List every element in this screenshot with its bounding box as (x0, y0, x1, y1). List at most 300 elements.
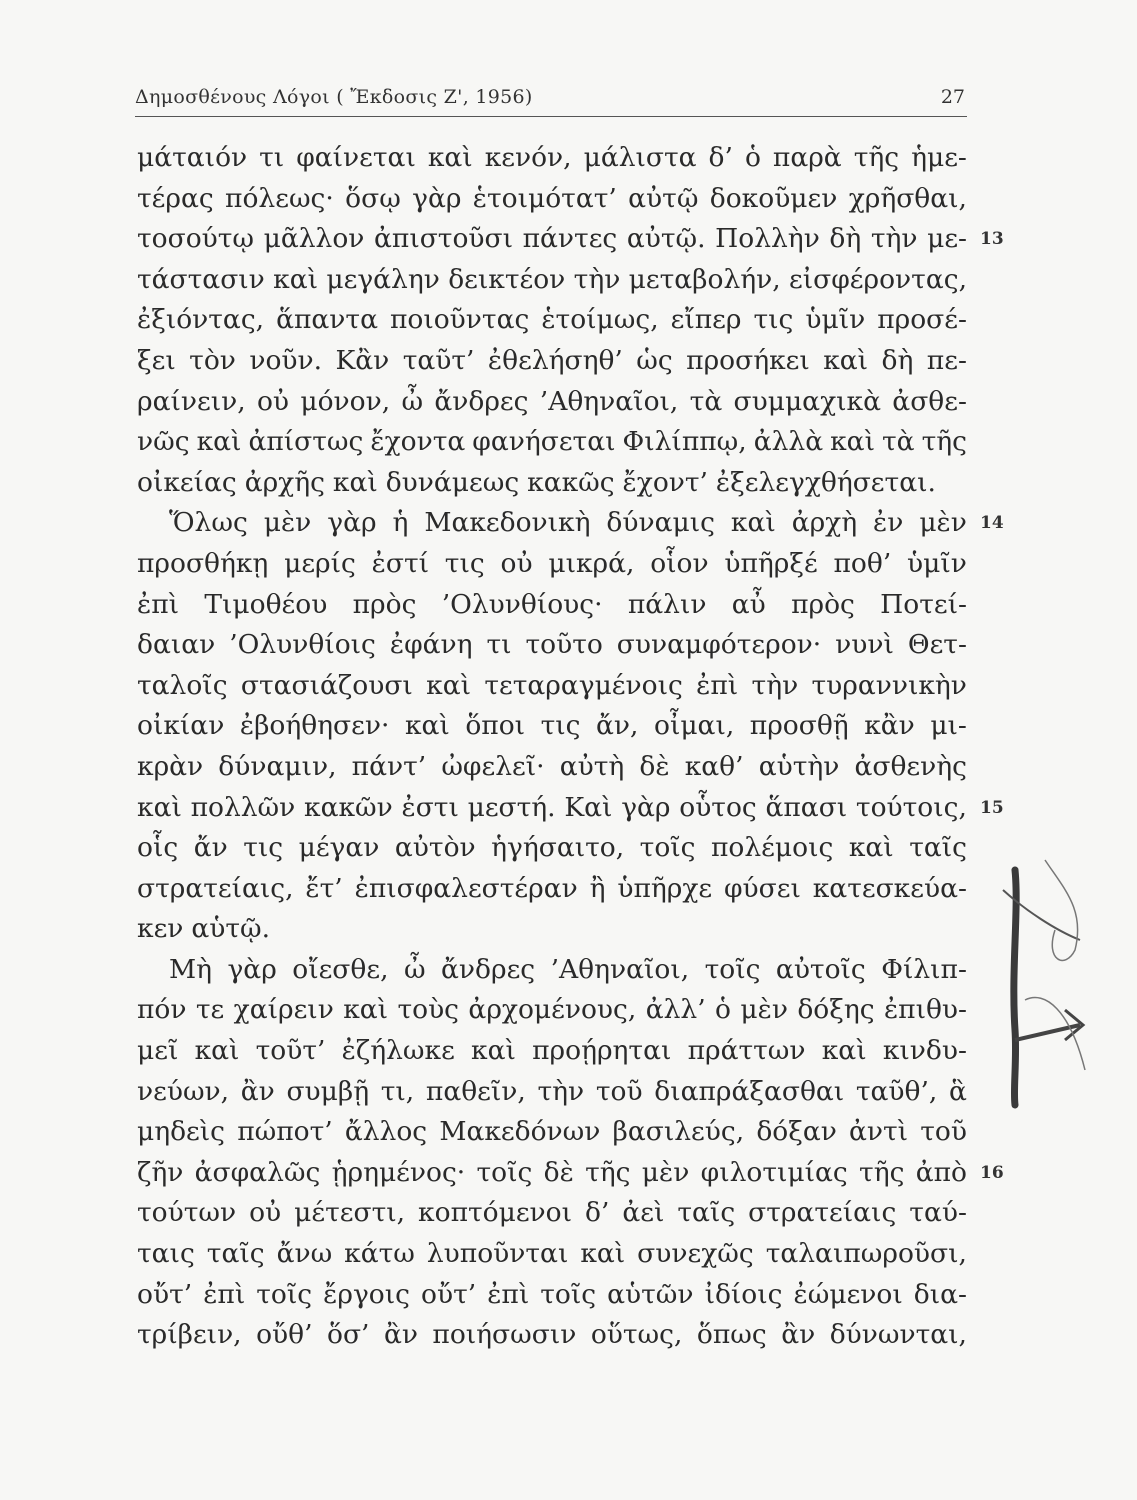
word: τις (444, 547, 485, 579)
text-line (137, 666, 967, 707)
word: μάλιστα (583, 142, 697, 173)
word: ἑτοίμως, (541, 304, 659, 336)
word: ἄν (193, 832, 228, 864)
word: ποιήσωσιν (432, 1319, 577, 1351)
word: ταῖς (909, 832, 967, 864)
word: Ποτεί- (880, 588, 967, 620)
word: ἐξελεγχθήσεται. (715, 466, 936, 498)
text-line (137, 788, 967, 829)
word: στρατείαις (748, 1197, 897, 1229)
word: μικρά, (548, 547, 635, 579)
word: ὑμῖν (907, 547, 967, 579)
text-line (137, 625, 967, 666)
word: τούτων (137, 1197, 237, 1229)
word: καὶ (343, 994, 389, 1026)
word: ὑμῖν (805, 304, 866, 336)
word: ἐφάνη (389, 629, 473, 661)
text-line (137, 747, 967, 788)
word: στασιάζουσι (240, 669, 413, 701)
text-line (137, 706, 967, 747)
word: κοπτόμενοι (418, 1197, 573, 1229)
word: κεν (137, 913, 184, 945)
word: τοὺς (397, 994, 460, 1026)
word: Πολλὴν (715, 223, 820, 255)
text-line (137, 219, 967, 260)
word: Ὅλως (169, 507, 248, 539)
word: εἰσφέροντας, (789, 263, 967, 295)
word: ἂν (781, 1319, 816, 1351)
word: ἀσθενὴς (854, 750, 967, 782)
word: συμμαχικὰ (733, 385, 881, 417)
word: ταῖς (677, 1197, 736, 1229)
word: βασιλεύς, (612, 1116, 745, 1148)
word: αὑτὴν (758, 750, 840, 782)
text-line (137, 463, 967, 504)
word: καὶ (137, 791, 182, 823)
word: ἀρχῆς (244, 466, 325, 498)
word: μέγαν (298, 832, 380, 864)
word: οὐ (500, 547, 533, 579)
word: δυνάμεως (385, 466, 520, 498)
word: πόν (137, 994, 187, 1026)
word: ἐώμενοι (793, 1278, 903, 1310)
word: πάλιν (627, 588, 707, 620)
word: γὰρ (412, 182, 462, 214)
word: κατεσκεύα- (812, 872, 967, 904)
word: καὶ (273, 263, 319, 295)
text-line (137, 382, 967, 423)
text-line (137, 544, 967, 585)
word: ταύ- (909, 1197, 967, 1229)
word: κρὰν (137, 750, 204, 782)
word: μᾶλλον (263, 223, 365, 255)
text-line (137, 1315, 967, 1356)
word: καὶ (580, 1238, 626, 1270)
word: ἅπαντα (276, 304, 378, 336)
word: τοῖς (476, 1156, 533, 1188)
word: συνεχῶς (637, 1238, 754, 1270)
word: οἷον (650, 547, 709, 579)
word: μηδεὶς (137, 1116, 226, 1148)
word: οἷς (137, 832, 179, 864)
word: τοῦ (595, 1075, 643, 1107)
word: τι (259, 142, 285, 173)
word: ὅποι (465, 710, 526, 742)
word: τοῖς (540, 1278, 597, 1310)
word: ταῖς (206, 1238, 265, 1270)
word: τοῦτο (525, 629, 603, 661)
word: ποιοῦντας (389, 304, 530, 336)
word: προσέ- (877, 304, 967, 336)
word: καὶ (848, 832, 894, 864)
word: τοῦ (920, 1116, 967, 1148)
word: τε (195, 994, 225, 1026)
word: οὕτως, (590, 1319, 683, 1351)
word: οἰκίαν (137, 710, 225, 742)
word: αὑτῷ. (191, 913, 271, 945)
word: ’Ολυνθίοις (229, 629, 376, 661)
word: δόξαν (756, 1116, 837, 1148)
word: αὖ (731, 588, 766, 620)
word: τὰ (881, 426, 915, 458)
word: τὸν (189, 344, 236, 376)
pen-annotation-mark (985, 850, 1095, 1110)
word: τυραννικὴν (811, 669, 967, 701)
section-number: 13 (980, 229, 1004, 250)
word: ἔχοντα (370, 426, 466, 458)
word: ἀπὸ (915, 1156, 967, 1188)
word: φανήσεται (472, 426, 616, 458)
word: Φίλιπ- (881, 953, 967, 985)
word: ἀπιστοῦσι (374, 223, 514, 255)
word: τοῖς (256, 1278, 313, 1310)
word: τοῖς (704, 953, 761, 985)
word: πρὸς (352, 588, 417, 620)
word: πώποτ’ (237, 1116, 333, 1148)
word: ραίνειν, (137, 385, 246, 417)
word: νυνὶ (835, 629, 894, 661)
word: αὐτῷ. (626, 223, 706, 255)
text-line (137, 179, 967, 220)
word: γὰρ (621, 791, 671, 823)
word: καὶ (404, 710, 450, 742)
word: δύναμιν, (218, 750, 337, 782)
section-number: 16 (980, 1163, 1004, 1183)
word: κακῶς (527, 466, 615, 498)
word: ᾑρημένος· (331, 1156, 466, 1188)
word: αὑτῶν (607, 1278, 694, 1310)
word: ἐξιόντας, (137, 304, 265, 336)
text-line (137, 950, 967, 991)
word: ’Ολυνθίους· (441, 588, 603, 620)
word: οὗτος (679, 791, 757, 823)
word: μεῖ (137, 1035, 179, 1067)
word: Μακεδόνων (439, 1116, 601, 1148)
word: οἰκείας (137, 466, 237, 498)
word: Θετ- (907, 629, 967, 661)
word: μὲν (740, 994, 788, 1026)
word: ἑτοιμότατ’ (472, 182, 617, 214)
text-line (137, 260, 967, 301)
word: παθεῖν, (425, 1075, 526, 1107)
word: ἐβοήθησεν· (239, 710, 390, 742)
word: ἐπισφαλεστέραν (354, 872, 578, 904)
word: ἐστί (371, 547, 430, 579)
word: ὑπῆρχε (617, 872, 713, 904)
word: Φιλίππῳ, (622, 426, 747, 458)
word: ταῦθ’, (855, 1075, 938, 1107)
text-line (137, 1275, 967, 1316)
word: δαιαν (137, 629, 216, 661)
word: τι, (380, 1075, 415, 1107)
word: κἂν (864, 710, 915, 742)
word: ἃ (949, 1075, 967, 1107)
word: τούτοις, (855, 791, 967, 823)
word: κάτω (344, 1238, 415, 1270)
text-line (137, 990, 967, 1031)
word: ὦ (401, 385, 424, 417)
word: ἄν, (596, 710, 639, 742)
word: προσθῇ (749, 710, 849, 742)
word: πρὸς (791, 588, 855, 620)
word: ὅπως (696, 1319, 767, 1351)
text-line (137, 869, 967, 910)
word: οἴεσθε, (292, 953, 389, 985)
word: τῆς (585, 1156, 631, 1188)
word: Μακεδονικὴ (424, 507, 591, 539)
word: κενόν, (484, 142, 572, 173)
word: πάντες (522, 223, 618, 255)
word: τις (540, 710, 581, 742)
word: τρίβειν, (137, 1319, 242, 1351)
header-rule (135, 116, 967, 117)
word: ὡς (636, 344, 673, 376)
word: ἐπὶ (696, 669, 739, 701)
word: χαίρειν (233, 994, 334, 1026)
word: δοκοῦμεν (709, 182, 838, 214)
word: καὶ (426, 669, 471, 701)
word: ἀρχὴ (791, 507, 858, 539)
word: ὑπῆρξέ (724, 547, 818, 579)
word: τις (753, 304, 794, 336)
word: φαίνεται (296, 142, 416, 173)
word: ὁ (744, 142, 761, 173)
word: Κἂν (335, 344, 390, 376)
word: δὴ (829, 223, 862, 255)
word: μι- (930, 710, 967, 742)
word: ἐπὶ (203, 1278, 246, 1310)
word: ταῦτ’ (402, 344, 475, 376)
text-line (137, 1193, 967, 1234)
word: ἀεὶ (622, 1197, 665, 1229)
word: γὰρ (227, 953, 277, 985)
word: ἀπίστως (248, 426, 364, 458)
word: ’Αθηναῖοι, (550, 953, 690, 985)
word: τὴν (870, 223, 918, 255)
word: οὐ (249, 1197, 282, 1229)
word: ὅσῳ (345, 182, 401, 214)
word: τι (486, 629, 512, 661)
word: φιλοτιμίας (700, 1156, 848, 1188)
word: ἀλλ’ (645, 994, 706, 1026)
word: ’Αθηναῖοι, (539, 385, 679, 417)
word: χρῆσθαι, (848, 182, 967, 214)
word: ἐζήλωκε (341, 1035, 455, 1067)
word: τὰ (689, 385, 723, 417)
word: ταλοῖς (137, 669, 228, 701)
word: ὁ (715, 994, 731, 1026)
word: τοῦτ’ (255, 1035, 326, 1067)
text-line (137, 138, 967, 179)
word: ἐπιθυ- (883, 994, 967, 1026)
word: αὐτὸν (394, 832, 476, 864)
word: ἡγήσαιτο, (491, 832, 625, 864)
word: οἶμαι, (653, 710, 735, 742)
word: προσήκει (686, 344, 810, 376)
word: παρὰ (772, 142, 842, 173)
word: ἐθελήσηθ’ (487, 344, 623, 376)
word: ἅπασι (765, 791, 848, 823)
word: μεστή. (467, 791, 556, 823)
word: ἀσφαλῶς (194, 1156, 321, 1188)
text-line (137, 341, 967, 382)
word: τεταραγμένοις (484, 669, 683, 701)
word: ἄνδρες (434, 385, 529, 417)
running-header (135, 86, 965, 116)
word: μερίς (284, 547, 356, 579)
word: ἐν (873, 507, 904, 539)
word: δ’ (708, 142, 733, 173)
word: δὴ (881, 344, 914, 376)
word: λυποῦνται (426, 1238, 569, 1270)
word: μὲν (263, 507, 312, 539)
word: συναμφότερον· (616, 629, 822, 661)
word: μεγάλην (326, 263, 440, 295)
word: κακῶν (304, 791, 393, 823)
word: νεύων, (137, 1075, 230, 1107)
text-line (137, 585, 967, 626)
header-title: Δημοσθένους Λόγοι ( Ἔκδοσις Ζ', 1956) (135, 86, 533, 108)
word: ζῆν (137, 1156, 184, 1188)
word: ἀσθε- (892, 385, 967, 417)
word: ἄνω (276, 1238, 333, 1270)
section-number: 14 (980, 513, 1004, 534)
word: τάστασιν (137, 263, 265, 295)
word: ἄλλος (344, 1116, 428, 1148)
word: καὶ (196, 426, 242, 458)
word: ἂν (383, 1319, 418, 1351)
word: καὶ (730, 507, 776, 539)
word: ἔχοντ’ (622, 466, 708, 498)
word: ὅσ’ (327, 1319, 370, 1351)
word: ἡ (392, 507, 409, 539)
word: πολέμοις (711, 832, 834, 864)
word: πάντ’ (351, 750, 427, 782)
text-line (137, 1072, 967, 1113)
word: αὐτῷ (628, 182, 699, 214)
word: γὰρ (327, 507, 377, 539)
word: τῆς (853, 142, 900, 173)
word: τῆς (859, 1156, 905, 1188)
word: ἔργοις (323, 1278, 410, 1310)
word: δόξης (797, 994, 875, 1026)
word: δια- (913, 1278, 967, 1310)
word: κινδυ- (882, 1035, 967, 1067)
word: αὐτὴ (559, 750, 625, 782)
text-line (137, 1031, 967, 1072)
word: ἀρχομένους, (468, 994, 637, 1026)
word: καθ’ (684, 750, 744, 782)
word: προῄρηται (532, 1035, 672, 1067)
word: πράττων (687, 1035, 806, 1067)
word: με- (927, 223, 967, 255)
word: τὴν (537, 1075, 585, 1107)
word: Καὶ (564, 791, 613, 823)
word: ἐπὶ (137, 588, 180, 620)
word: δὲ (639, 750, 670, 782)
word: ὠφελεῖ· (441, 750, 545, 782)
word: στρατείαις, (137, 872, 294, 904)
text-line (137, 422, 967, 463)
word: συμβῇ (286, 1075, 370, 1107)
word: τοῖς (639, 832, 696, 864)
word: μόνον, (300, 385, 391, 417)
word: ἀντὶ (849, 1116, 909, 1148)
word: δεικτέον (448, 263, 566, 295)
word: μεταβολήν, (628, 263, 781, 295)
word: τῆς (921, 426, 967, 458)
word: ἂν (240, 1075, 275, 1107)
word: πε- (926, 344, 967, 376)
text-line (137, 1234, 967, 1275)
word: Μὴ (169, 953, 213, 985)
word: φύσει (724, 872, 801, 904)
word: ἡμε- (911, 142, 967, 173)
word: προσθήκῃ (137, 547, 269, 579)
text-line (137, 1112, 967, 1153)
word: ἄνδρες (441, 953, 536, 985)
word: καὶ (823, 344, 869, 376)
word: καὶ (830, 426, 875, 458)
word: ἰδίοις (704, 1278, 783, 1310)
word: πόλεως· (225, 182, 334, 214)
word: οὔτ’ (137, 1278, 193, 1310)
word: καὶ (332, 466, 378, 498)
word: νῶς (137, 426, 190, 458)
word: καὶ (471, 1035, 516, 1067)
word: αὐτοῖς (775, 953, 866, 985)
word: διαπράξασθαι (654, 1075, 845, 1107)
word: ἀλλὰ (753, 426, 824, 458)
text-line (137, 828, 967, 869)
word: ταλαιπωροῦσι, (765, 1238, 967, 1270)
word: δ’ (585, 1197, 610, 1229)
word: Τιμοθέου (204, 588, 328, 620)
word: δύναμις (606, 507, 715, 539)
word: δύνωνται, (829, 1319, 967, 1351)
word: τὴν (573, 263, 621, 295)
word: οὔθ’ (256, 1319, 313, 1351)
word: νοῦν. (249, 344, 323, 376)
word: τὴν (751, 669, 799, 701)
text-line (137, 909, 967, 950)
word: ἐστι (401, 791, 459, 823)
word: καὶ (821, 1035, 867, 1067)
word: μάταιόν (137, 142, 248, 173)
word: καὶ (427, 142, 473, 173)
word: ἢ (589, 872, 606, 904)
word: ἔτ’ (305, 872, 343, 904)
word: τοσούτῳ (137, 223, 255, 255)
text-line (137, 1153, 967, 1194)
word: ἐπὶ (487, 1278, 530, 1310)
word: εἴπερ (670, 304, 742, 336)
word: ὦ (403, 953, 426, 985)
word: ταις (137, 1238, 195, 1270)
text-line (137, 503, 967, 544)
word: ποθ’ (833, 547, 892, 579)
word: πολλῶν (190, 791, 296, 823)
section-number: 15 (980, 797, 1004, 818)
word: καὶ (194, 1035, 240, 1067)
page-number: 27 (940, 86, 965, 108)
word: μὲν (919, 507, 967, 539)
word: τέρας (137, 182, 214, 214)
word: μέτεστι, (294, 1197, 406, 1229)
word: μὲν (641, 1156, 690, 1188)
text-line (137, 300, 967, 341)
word: δὲ (543, 1156, 574, 1188)
